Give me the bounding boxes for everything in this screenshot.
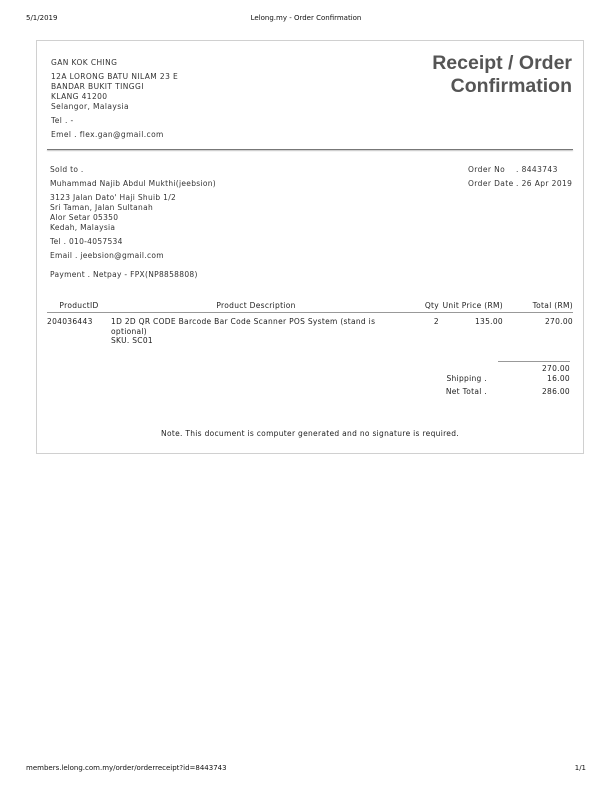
shipping-value: 16.00 bbox=[547, 374, 570, 383]
seller-address-line: KLANG 41200 bbox=[51, 92, 108, 101]
order-number-label: Order No bbox=[468, 165, 506, 174]
cell-unit-price: 135.00 bbox=[474, 317, 503, 326]
cell-qty: 2 bbox=[433, 317, 439, 326]
shipping-row bbox=[440, 374, 570, 387]
net-total-row bbox=[440, 387, 570, 400]
buyer-info bbox=[50, 165, 216, 280]
col-header-qty: Qty bbox=[401, 299, 439, 313]
items-table bbox=[47, 299, 573, 346]
col-header-unit-price: Unit Price (RM) bbox=[439, 299, 503, 313]
shipping-label: Shipping . bbox=[446, 374, 487, 383]
subtotal-row bbox=[440, 361, 570, 374]
order-number-value: . 8443743 bbox=[516, 165, 558, 174]
order-date-row bbox=[468, 177, 572, 191]
col-header-product-id: ProductID bbox=[47, 299, 111, 313]
buyer-name: Muhammad Najib Abdul Mukthi(jeebsion) bbox=[50, 179, 217, 188]
buyer-address-line: Alor Setar 05350 bbox=[50, 213, 119, 222]
subtotal-value: 270.00 bbox=[498, 361, 570, 373]
net-total-value: 286.00 bbox=[541, 387, 570, 396]
seller-email: Emel . flex.gan@gmail.com bbox=[51, 130, 164, 139]
buyer-email: Email . jeebsion@gmail.com bbox=[50, 251, 164, 260]
document-title: Receipt / Order Confirmation bbox=[432, 52, 572, 97]
order-date-label: Order Date bbox=[468, 179, 514, 188]
cell-total: 270.00 bbox=[544, 317, 573, 326]
seller-address-line: 12A LORONG BATU NILAM 23 E bbox=[51, 72, 179, 81]
sold-to-label: Sold to . bbox=[50, 165, 84, 174]
buyer-address-line: Sri Taman, Jalan Sultanah bbox=[50, 203, 154, 212]
seller-info bbox=[51, 58, 178, 140]
print-page-title: Lelong.my - Order Confirmation bbox=[250, 14, 362, 22]
product-sku: SKU. SC01 bbox=[111, 336, 153, 345]
receipt-panel bbox=[36, 40, 584, 454]
header-divider bbox=[47, 149, 573, 150]
table-header-row bbox=[47, 299, 573, 313]
seller-address-line: Selangor, Malaysia bbox=[51, 102, 129, 111]
seller-tel: Tel . - bbox=[51, 116, 74, 125]
buyer-address-line: 3123 Jalan Dato' Haji Shuib 1/2 bbox=[50, 193, 177, 202]
totals-block bbox=[440, 361, 570, 400]
col-header-total: Total (RM) bbox=[503, 299, 573, 313]
print-header bbox=[26, 14, 586, 26]
order-info bbox=[468, 163, 572, 191]
print-date: 5/1/2019 bbox=[26, 14, 58, 22]
buyer-address-line: Kedah, Malaysia bbox=[50, 223, 116, 232]
page-number: 1/1 bbox=[574, 764, 586, 772]
net-total-label: Net Total . bbox=[445, 387, 487, 396]
table-row bbox=[47, 313, 573, 346]
seller-address-line: BANDAR BUKIT TINGGI bbox=[51, 82, 144, 91]
order-number-row bbox=[468, 163, 572, 177]
col-header-description: Product Description bbox=[111, 299, 401, 313]
print-footer bbox=[26, 764, 586, 776]
buyer-tel: Tel . 010-4057534 bbox=[50, 237, 123, 246]
product-description: 1D 2D QR CODE Barcode Bar Code Scanner POS System (stand is optional) bbox=[111, 317, 376, 336]
cell-description bbox=[111, 313, 401, 346]
cell-product-id: 204036443 bbox=[47, 317, 93, 326]
seller-name: GAN KOK CHING bbox=[51, 58, 118, 67]
computer-generated-note: Note. This document is computer generated and no signature is required. bbox=[161, 429, 459, 438]
order-date-value: . 26 Apr 2019 bbox=[516, 179, 573, 188]
payment-method: Payment . Netpay - FPX(NP8858808) bbox=[50, 270, 198, 279]
print-url: members.lelong.com.my/order/orderreceipt?id=8443743 bbox=[26, 764, 227, 772]
